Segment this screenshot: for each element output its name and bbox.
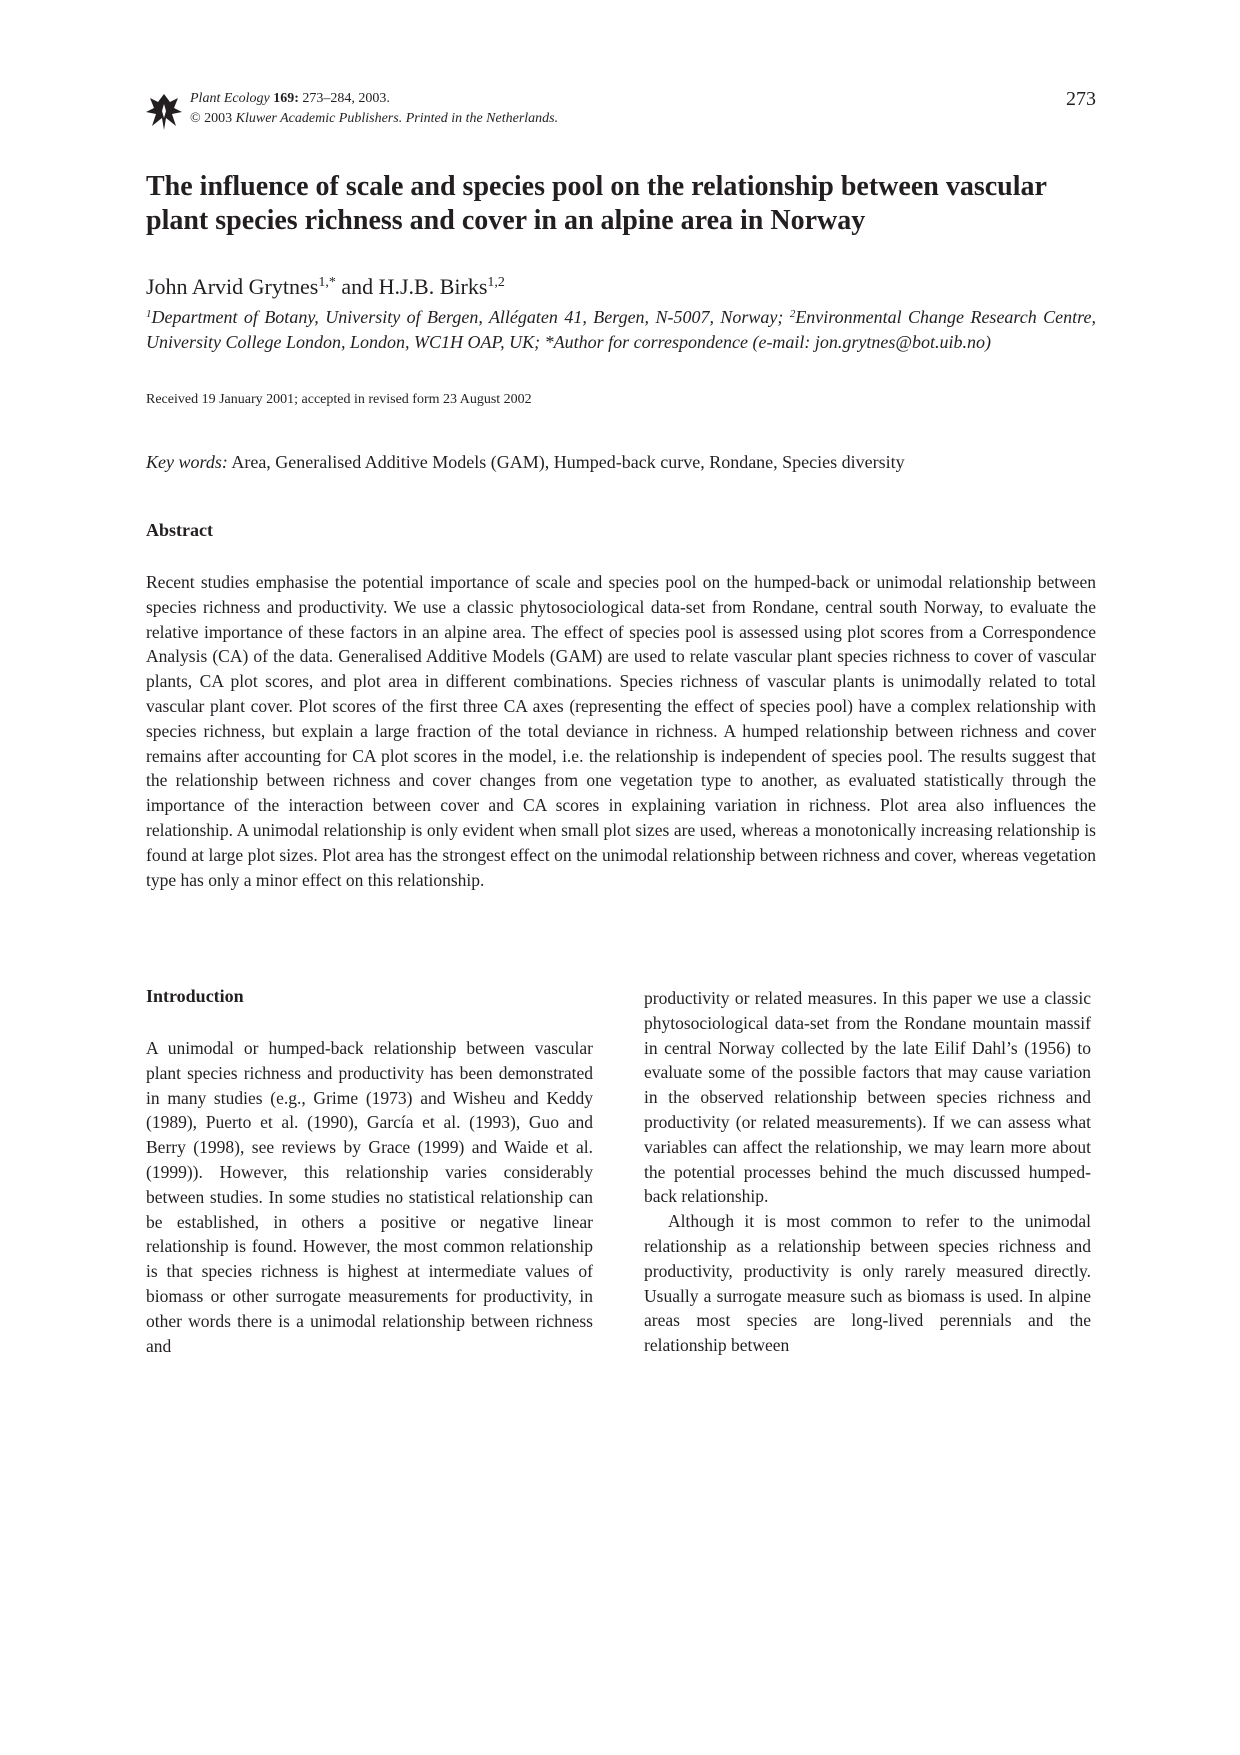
publisher-name: Kluwer Academic Publishers. Printed in the Netherlands. — [235, 111, 559, 126]
journal-header — [146, 90, 1096, 138]
publisher-tree-logo-icon — [146, 92, 182, 130]
introduction-heading: Introduction — [146, 986, 244, 1006]
author-name: H.J.B. Birks — [378, 274, 488, 299]
affiliation-marker: 2 — [789, 308, 796, 320]
paragraph: Although it is most common to refer to the unimodal relationship as a relationship between species richness and productivity, productivity is only rarely measured directly. Usually a surrogate measure such as biomass is used. In alpine areas most species are long-lived perennials and the relationship between — [644, 1211, 1091, 1356]
copyright-year: 2003 — [204, 111, 233, 126]
affiliation-marker: 1 — [146, 308, 152, 320]
author-affiliations — [146, 302, 1096, 355]
journal-pages: 273–284, 2003. — [302, 91, 390, 106]
page-number: 273 — [1066, 88, 1096, 110]
journal-name: Plant Ecology — [190, 91, 270, 106]
article-title: The influence of scale and species pool on the relationship between vascular plant species richness and cover in an alpine area in Norway — [146, 171, 1047, 236]
author-affiliation-marker: 1,2 — [487, 275, 505, 290]
affiliation-text: Department of Botany, University of Bergen, Allégaten 41, Bergen, N-5007, Norway; — [151, 307, 790, 327]
received-dates: Received 19 January 2001; accepted in revised form 23 August 2002 — [146, 392, 532, 407]
author-list — [146, 270, 505, 300]
copyright-symbol: © — [190, 111, 201, 126]
paragraph: A unimodal or humped-back relationship between vascular plant species richness and productivity has been demonstrated in many studies (e.g., Grime (1973) and Wisheu and Keddy (1989), Puerto et al. (1990), García et al. (1993), Guo and Berry (1998), see reviews by Grace (1999) and Waide et al. (1999)). However, this relationship varies considerably between studies. In some studies no statistical relationship can be established, in others a positive or negative linear relationship is found. However, the most common relationship is that species richness is highest at intermediate values of biomass or other surrogate measurements for productivity, in other words there is a unimodal relationship between richness and — [146, 1038, 593, 1356]
keywords-label: Key words: — [146, 452, 228, 472]
introduction-left-column — [146, 1036, 593, 1358]
keywords-line — [146, 452, 905, 473]
copyright-line — [190, 110, 558, 128]
journal-citation — [190, 90, 390, 108]
affiliation-text: Environmental Change Research Centre, University College London, London, WC1H OAP, UK; *Author for correspondence (e-mail: jon.grytnes@bot.uib.no) — [146, 307, 1096, 352]
introduction-right-column — [644, 986, 1091, 1358]
keywords-text: Area, Generalised Additive Models (GAM), Humped-back curve, Rondane, Species diversity — [227, 452, 905, 472]
author-name: John Arvid Grytnes — [146, 274, 319, 299]
abstract-heading: Abstract — [146, 520, 213, 540]
journal-volume: 169: — [273, 91, 299, 106]
abstract-body: Recent studies emphasise the potential importance of scale and species pool on the humped-back or unimodal relationship between species richness and productivity. We use a classic phytosociological data-set from Rondane, central south Norway, to evaluate the relative importance of these factors in an alpine area. The effect of species pool is assessed using plot scores from a Correspondence Analysis (CA) of the data. Generalised Additive Models (GAM) are used to relate vascular plant species richness to cover of vascular plants, CA plot scores, and plot area in different combinations. Species richness of vascular plants is unimodally related to total vascular plant cover. Plot scores of the first three CA axes (representing the effect of species pool) have a complex relationship with species richness, but explain a large fraction of the total deviance in richness. A humped relationship between richness and cover remains after accounting for CA plot scores in the model, i.e. the relationship is independent of species pool. The results suggest that the relationship between richness and cover changes from one vegetation type to another, as evaluated statistically through the importance of the interaction between cover and CA scores in explaining variation in richness. Plot area also influences the relationship. A unimodal relationship is only evident when small plot sizes are used, whereas a monotonically increasing relationship is found at large plot sizes. Plot area has the strongest effect on the unimodal relationship between richness and cover, whereas vegetation type has only a minor effect on this relationship. — [146, 572, 1096, 890]
author-conjunction: and — [335, 274, 379, 299]
paragraph: productivity or related measures. In this paper we use a classic phytosociological data-set from the Rondane mountain massif in central Norway collected by the late Eilif Dahl’s (1956) to evaluate some of the possible factors that may cause variation in the observed relationship between species richness and productivity (or related measurements). If we can assess what variables can affect the relationship, we may learn more about the potential processes behind the much discussed humped-back relationship. — [644, 988, 1091, 1207]
author-affiliation-marker: 1,* — [318, 275, 336, 290]
